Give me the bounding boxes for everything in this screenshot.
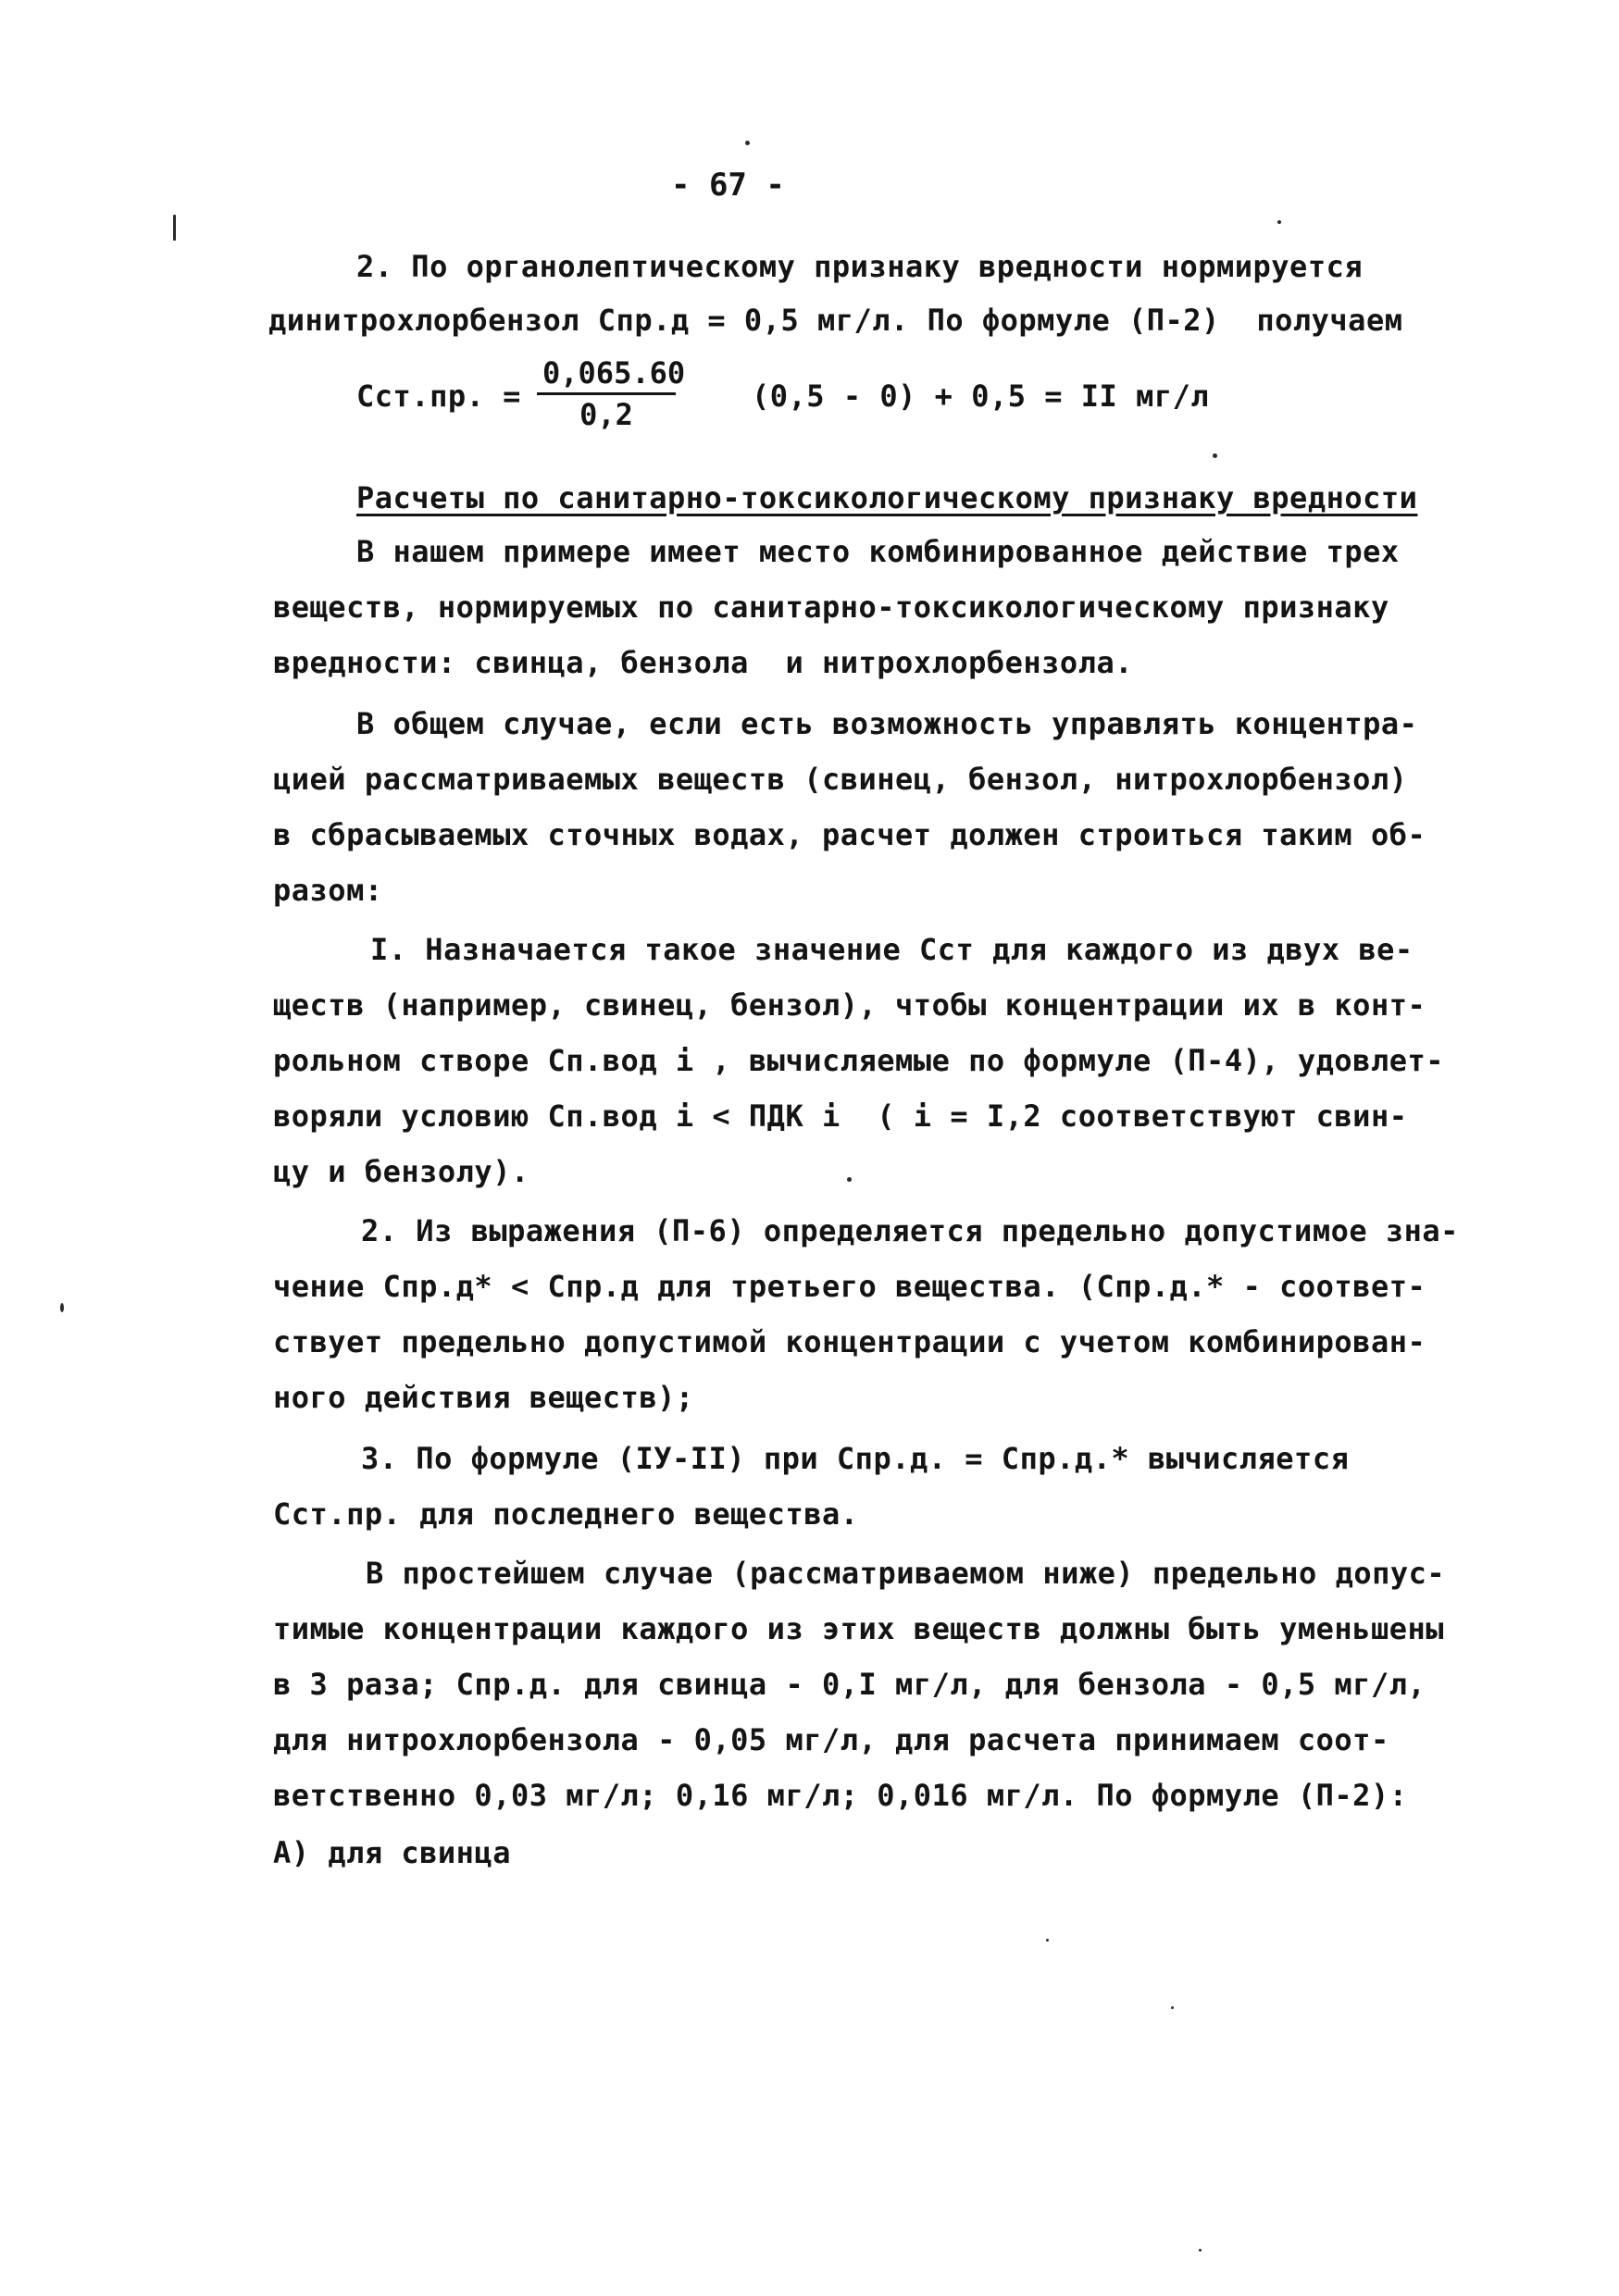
paragraph-4-line-2: тимые концентрации каждого из этих веществ должны быть уменьшены	[273, 1611, 1444, 1646]
item-2-line-3: ствует предельно допустимой концентрации с учетом комбинирован-	[273, 1324, 1426, 1359]
item-1-line-2: ществ (например, свинец, бензол), чтобы концентрации их в конт-	[273, 987, 1426, 1023]
paragraph-3-line-3: в сбрасываемых сточных водах, расчет должен строиться таким об-	[273, 817, 1426, 852]
page-number: - 67 -	[671, 167, 785, 204]
formula-numerator: 0,065.60	[537, 355, 676, 395]
item-2-line-4: ного действия веществ);	[273, 1380, 694, 1415]
item-2-line-1: 2. Из выражения (П-6) определяется предельно допустимое зна-	[361, 1213, 1459, 1248]
paragraph-2-line-1: В нашем примере имеет место комбинированное действие трех	[356, 534, 1400, 569]
formula-fraction	[537, 355, 686, 432]
formula-lhs: Сст.пр. =	[356, 379, 521, 414]
paragraph-3-line-2: цией рассматриваемых веществ (свинец, бензол, нитрохлорбензол)	[273, 762, 1408, 797]
item-3-line-1: 3. По формуле (IУ-II) при Спр.д. = Спр.д.* вычисляется	[361, 1441, 1350, 1476]
formula-denominator: 0,2	[579, 397, 633, 432]
scan-speck	[1046, 1939, 1049, 1942]
paragraph-1-line-2: динитрохлорбензол Спр.д = 0,5 мг/л. По формуле (П-2) получаем	[268, 303, 1403, 338]
scan-speck	[1277, 220, 1281, 224]
paragraph-1-line-1: 2. По органолептическому признаку вредности нормируется	[356, 249, 1364, 284]
item-1-line-1: I. Назначается такое значение Сст для каждого из двух ве-	[370, 932, 1414, 967]
scan-speck	[60, 1303, 64, 1312]
scan-mark	[173, 215, 176, 241]
paragraph-4-line-5: ветственно 0,03 мг/л; 0,16 мг/л; 0,016 мг/л. По формуле (П-2):	[273, 1778, 1408, 1813]
scan-speck	[1213, 453, 1217, 458]
paragraph-4-line-1: В простейшем случае (рассматриваемом ниже) предельно допус-	[366, 1556, 1446, 1591]
item-1-line-4: воряли условию Сп.вод i < ПДК i ( i = I,2 соответствуют свин-	[273, 1098, 1408, 1134]
paragraph-2-line-3: вредности: свинца, бензола и нитрохлорбензола.	[273, 645, 1133, 680]
paragraph-4-line-6: А) для свинца	[273, 1835, 511, 1870]
paragraph-4-line-3: в 3 раза; Спр.д. для свинца - 0,I мг/л, для бензола - 0,5 мг/л,	[273, 1667, 1426, 1702]
item-1-line-5: цу и бензолу).	[273, 1154, 529, 1189]
section-heading: Расчеты по санитарно-токсикологическому признаку вредности	[356, 480, 1418, 515]
paragraph-3-line-1: В общем случае, если есть возможность управлять концентра-	[356, 706, 1418, 741]
paragraph-4-line-4: для нитрохлорбензола - 0,05 мг/л, для расчета принимаем соот-	[273, 1722, 1389, 1757]
formula-rhs: (0,5 - 0) + 0,5 = II мг/л	[752, 379, 1210, 414]
item-2-line-2: чение Спр.д* < Спр.д для третьего вещества. (Спр.д.* - соответ-	[273, 1269, 1426, 1304]
item-1-line-3: рольном створе Сп.вод i , вычисляемые по формуле (П-4), удовлет-	[273, 1043, 1444, 1078]
scan-speck	[1171, 2006, 1174, 2009]
scan-speck	[847, 1177, 852, 1182]
scan-speck	[1199, 2249, 1202, 2252]
paragraph-2-line-2: веществ, нормируемых по санитарно-токсикологическому признаку	[273, 590, 1389, 625]
item-3-line-2: Сст.пр. для последнего вещества.	[273, 1496, 859, 1532]
scan-speck	[745, 141, 750, 145]
paragraph-3-line-4: разом:	[273, 873, 383, 908]
